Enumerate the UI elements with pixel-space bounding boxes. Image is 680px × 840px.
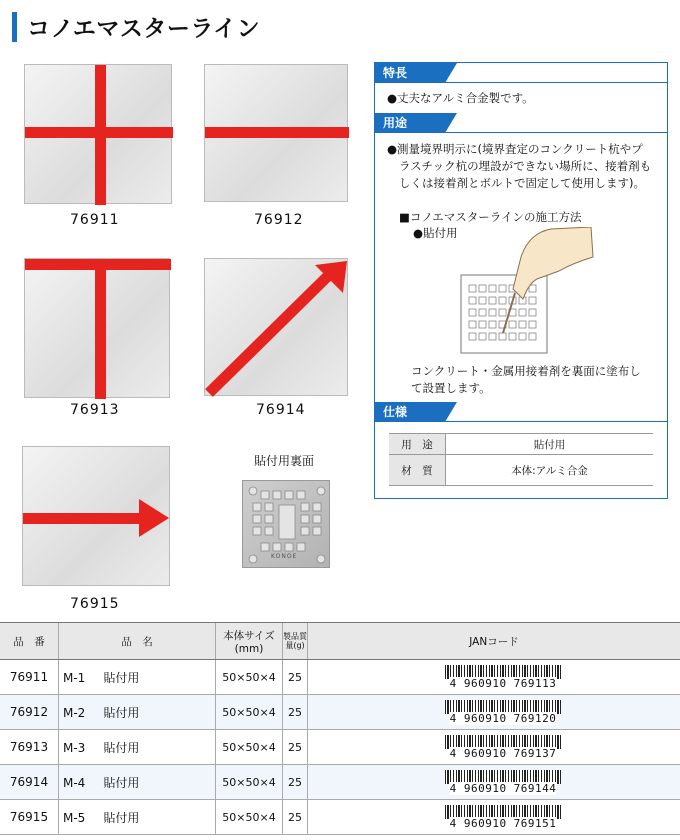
features-heading: 特長: [375, 63, 445, 83]
installation-illustration: [455, 227, 595, 357]
cell-size: 50×50×4: [216, 800, 283, 835]
cell-size: 50×50×4: [216, 730, 283, 765]
cell-size: 50×50×4: [216, 765, 283, 800]
usage-text-line: ラスチック杭の埋設ができない場所に、接着剤も: [399, 159, 652, 173]
product-code-label: 76914: [256, 402, 306, 418]
spec-row: [389, 434, 653, 455]
product-image-76913: [24, 258, 170, 398]
spec-table: [389, 433, 653, 486]
page-title: コノエマスターライン: [27, 16, 261, 42]
cell-weight: 25: [283, 660, 308, 695]
cell-jan: 4 960910 769113: [308, 660, 680, 695]
method-caption-line: コンクリート・金属用接着剤を裏面に塗布し: [411, 364, 641, 378]
cell-code: 76915: [0, 800, 59, 835]
product-table: [0, 622, 680, 835]
product-image-76915: [22, 446, 170, 586]
header-weight: 製品質量(g): [283, 623, 308, 660]
header-code: 品 番: [0, 623, 59, 660]
title-accent-bar: [12, 12, 17, 42]
cell-name: M-5 貼付用: [59, 800, 216, 835]
spec-value: 本体:アルミ合金: [446, 455, 654, 486]
usage-heading: 用途: [375, 113, 445, 133]
spec-heading: 仕様: [375, 402, 445, 422]
method-subtitle: ●貼付用: [413, 226, 458, 240]
product-code-label: 76913: [70, 402, 120, 418]
features-text: ●丈夫なアルミ合金製です。: [387, 91, 534, 105]
cell-name: M-2 貼付用: [59, 695, 216, 730]
cell-jan: 4 960910 769151: [308, 800, 680, 835]
cell-name: M-3 貼付用: [59, 730, 216, 765]
table-row: [0, 695, 680, 730]
cell-size: 50×50×4: [216, 695, 283, 730]
cell-jan: 4 960910 769137: [308, 730, 680, 765]
table-header-row: [0, 623, 680, 660]
cell-jan: 4 960910 769120: [308, 695, 680, 730]
spec-row: [389, 455, 653, 486]
product-code-label: 76911: [70, 212, 120, 228]
table-row: [0, 730, 680, 765]
method-caption-line: て設置します。: [411, 381, 491, 395]
table-row: [0, 660, 680, 695]
back-stamp-text: KONOE: [271, 553, 298, 560]
header-jan: JANコード: [308, 623, 680, 660]
product-code-label: 76912: [254, 212, 304, 228]
header-size: 本体サイズ(mm): [216, 623, 283, 660]
cell-code: 76914: [0, 765, 59, 800]
cell-code: 76912: [0, 695, 59, 730]
cell-weight: 25: [283, 800, 308, 835]
back-side-label: 貼付用裏面: [254, 454, 315, 468]
cell-weight: 25: [283, 765, 308, 800]
spec-label: 用 途: [389, 434, 446, 455]
cell-name: M-1 貼付用: [59, 660, 216, 695]
product-code-label: 76915: [70, 596, 120, 612]
back-side-image: [242, 480, 330, 568]
product-image-76912: [204, 64, 348, 202]
product-image-76911: [24, 64, 172, 204]
method-title: ■コノエマスターラインの施工方法: [399, 210, 582, 224]
usage-text-line: しくは接着剤とボルトで固定して使用します)。: [399, 176, 645, 190]
cell-name: M-4 貼付用: [59, 765, 216, 800]
cell-weight: 25: [283, 730, 308, 765]
cell-size: 50×50×4: [216, 660, 283, 695]
cell-jan: 4 960910 769144: [308, 765, 680, 800]
table-row: [0, 800, 680, 835]
table-row: [0, 765, 680, 800]
info-panel: [374, 62, 668, 499]
cell-weight: 25: [283, 695, 308, 730]
product-image-76914: [204, 258, 348, 396]
spec-label: 材 質: [389, 455, 446, 486]
usage-text-line: ●測量境界明示に(境界査定のコンクリート杭やプ: [387, 142, 643, 156]
spec-value: 貼付用: [446, 434, 654, 455]
cell-code: 76913: [0, 730, 59, 765]
header-name: 品 名: [59, 623, 216, 660]
cell-code: 76911: [0, 660, 59, 695]
